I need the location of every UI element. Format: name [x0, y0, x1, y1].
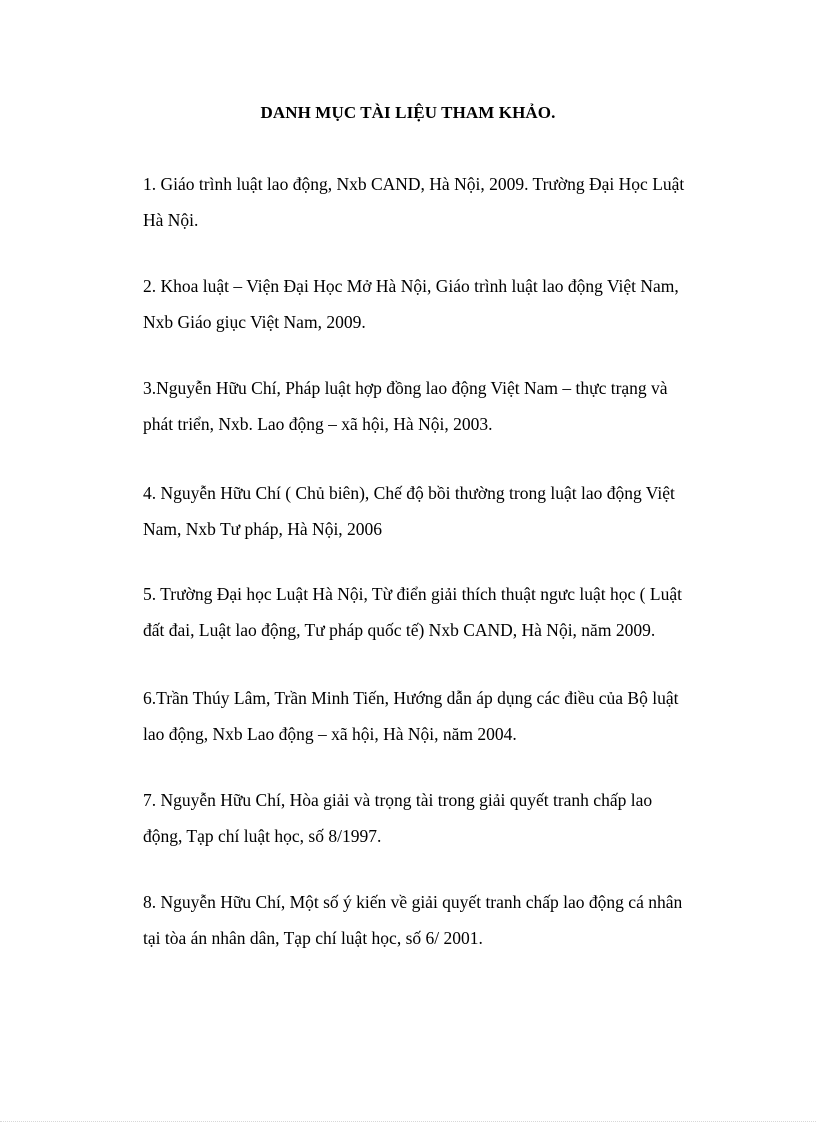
reference-text-line: động, Tạp chí luật học, số 8/1997.: [143, 826, 382, 846]
reference-text-line: lao động, Nxb Lao động – xã hội, Hà Nội, năm 2004.: [143, 724, 517, 744]
reference-item-2: [143, 268, 743, 340]
reference-text-line: 1. Giáo trình luật lao động, Nxb CAND, Hà Nội, 2009. Trường Đại Học Luật: [143, 174, 685, 194]
reference-text-line: 6.Trần Thúy Lâm, Trần Minh Tiến, Hướng dẫn áp dụng các điều của Bộ luật: [143, 688, 679, 708]
reference-text-line: 2. Khoa luật – Viện Đại Học Mở Hà Nội, Giáo trình luật lao động Việt Nam,: [143, 276, 679, 296]
page-title: DANH MỤC TÀI LIỆU THAM KHẢO.: [260, 103, 556, 122]
reference-item-7: [143, 782, 743, 854]
reference-text-line: Nam, Nxb Tư pháp, Hà Nội, 2006: [143, 519, 383, 539]
reference-text-line: đất đai, Luật lao động, Tư pháp quốc tế) Nxb CAND, Hà Nội, năm 2009.: [143, 620, 656, 640]
page-bottom-divider: [0, 1121, 816, 1122]
reference-item-6: [143, 680, 743, 752]
reference-text-line: Nxb Giáo giục Việt Nam, 2009.: [143, 312, 366, 332]
reference-item-4: [143, 475, 743, 547]
reference-text-line: 8. Nguyễn Hữu Chí, Một số ý kiến về giải quyết tranh chấp lao động cá nhân: [143, 892, 683, 912]
reference-text-line: phát triển, Nxb. Lao động – xã hội, Hà Nội, 2003.: [143, 414, 493, 434]
reference-text-line: 5. Trường Đại học Luật Hà Nội, Từ điển giải thích thuật ngưc luật học ( Luật: [143, 584, 682, 604]
reference-text-line: 3.Nguyễn Hữu Chí, Pháp luật hợp đồng lao động Việt Nam – thực trạng và: [143, 378, 668, 398]
reference-text-line: 4. Nguyễn Hữu Chí ( Chủ biên), Chế độ bồi thường trong luật lao động Việt: [143, 483, 675, 503]
reference-text-line: Hà Nội.: [143, 210, 199, 230]
reference-item-8: [143, 884, 743, 956]
reference-text-line: tại tòa án nhân dân, Tạp chí luật học, số 6/ 2001.: [143, 928, 483, 948]
reference-text-line: 7. Nguyễn Hữu Chí, Hòa giải và trọng tài trong giải quyết tranh chấp lao: [143, 790, 653, 810]
reference-item-3: [143, 370, 743, 442]
reference-item-1: [143, 166, 743, 238]
reference-item-5: [143, 576, 743, 648]
